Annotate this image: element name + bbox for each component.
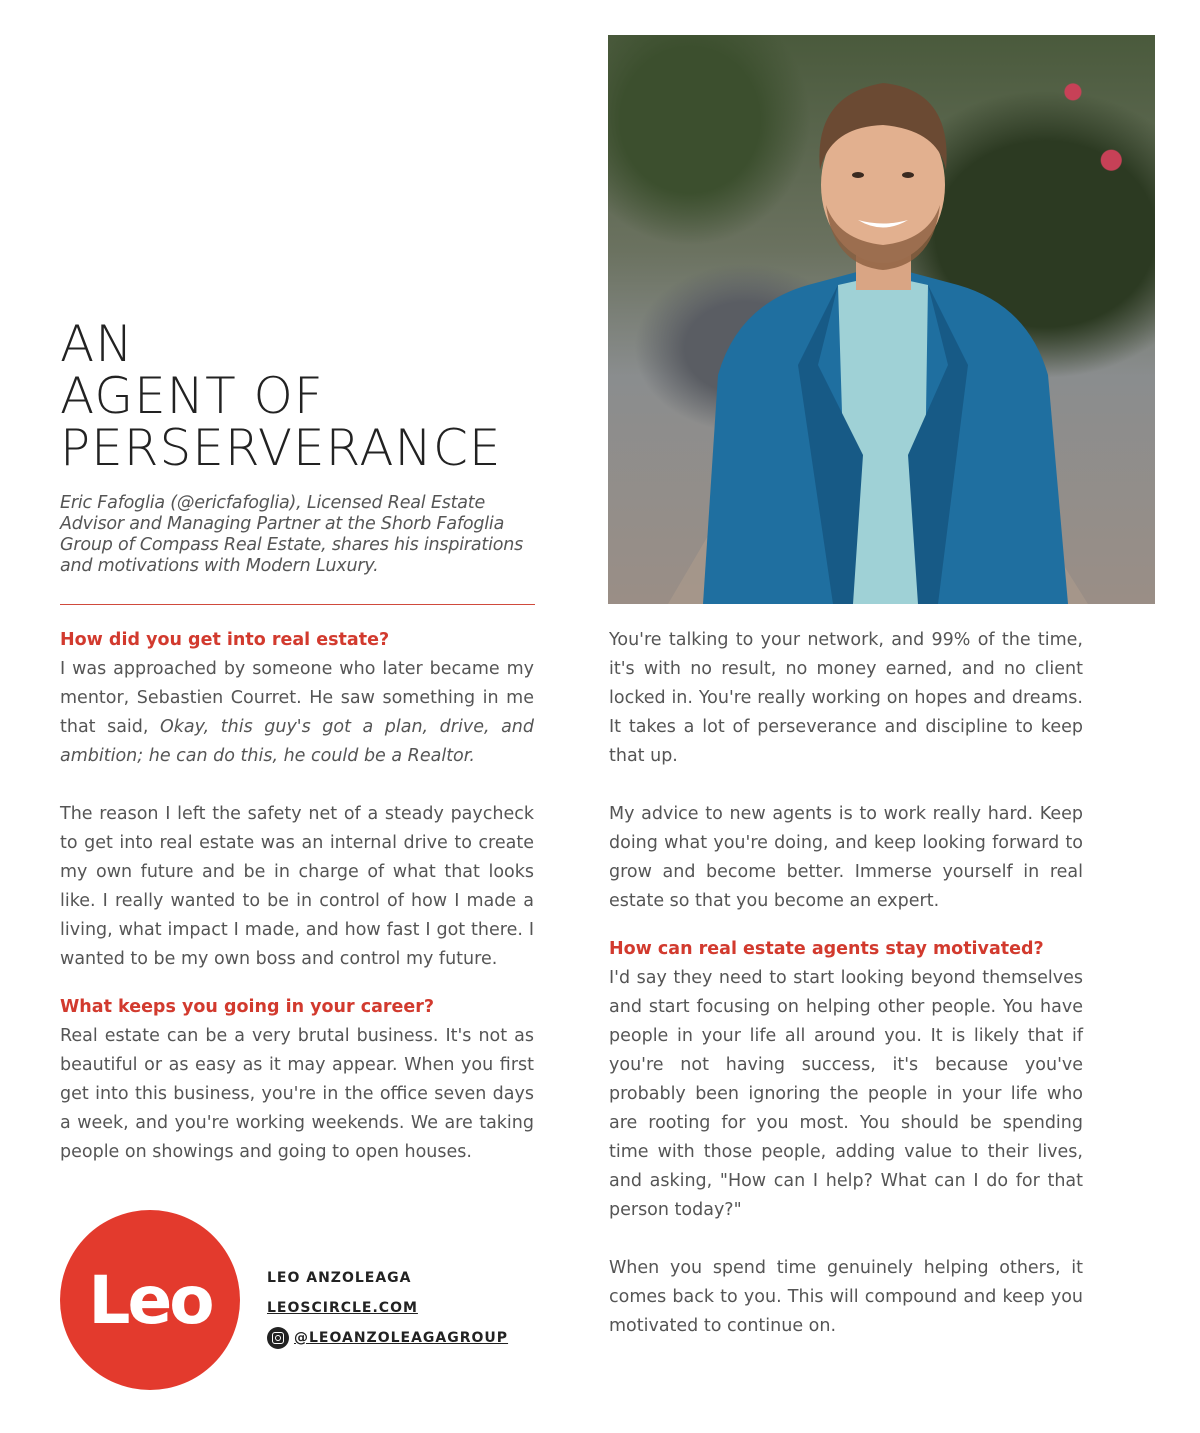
logo-text: Leo	[88, 1261, 212, 1339]
portrait-photo	[608, 35, 1155, 604]
leo-logo	[60, 1210, 240, 1390]
title-line-1: AN	[60, 315, 134, 373]
instagram-icon	[267, 1327, 289, 1349]
contact-name: LEO ANZOLEAGA	[267, 1270, 412, 1286]
answer-text: I was approached by someone who later became my mentor, Sebastien Courret. He saw something in me that said,	[60, 659, 534, 737]
article-title	[60, 315, 580, 477]
portrait-illustration	[608, 35, 1155, 604]
right-column	[609, 626, 1083, 1341]
instagram-link[interactable]: @LEOANZOLEAGAGROUP	[294, 1330, 509, 1346]
answer-paragraph	[60, 655, 534, 771]
question-heading: What keeps you going in your career?	[60, 997, 435, 1017]
answer-paragraph: I'd say they need to start looking beyond themselves and start focusing on helping other people. You have people in your life all around you. It is likely that if you're not having success, it's because you've probably been ignoring the people in your life who are rooting for you most. You should be spending time with those people, adding value to their lives, and asking, "How can I help? What can I do for that person today?"	[609, 968, 1083, 1220]
answer-paragraph: Real estate can be a very brutal business. It's not as beautiful or as easy as it may appear. When you first get into this business, you're in the office seven days a week, and you're working weekends. We are taking people on showings and going to open houses.	[60, 1026, 534, 1162]
answer-paragraph: When you spend time genuinely helping others, it comes back to you. This will compound and keep you motivated to continue on.	[609, 1258, 1083, 1336]
answer-paragraph: You're talking to your network, and 99% of the time, it's with no result, no money earned, and no client locked in. You're really working on hopes and dreams. It takes a lot of perseverance and discipline to keep that up.	[609, 630, 1083, 766]
question-heading: How did you get into real estate?	[60, 630, 390, 650]
divider-rule	[60, 604, 535, 605]
question-heading: How can real estate agents stay motivated?	[609, 939, 1044, 959]
contact-block	[267, 1263, 508, 1353]
answer-paragraph: The reason I left the safety net of a steady paycheck to get into real estate was an internal drive to create my own future and be in charge of what that looks like. I really wanted to be in control of how I made a living, what impact I made, and how fast I got there. I wanted to be my own boss and control my future.	[60, 804, 534, 969]
answer-quote: Okay, this guy's got a plan, drive, and ambition; he can do this, he could be a Realtor.	[60, 717, 534, 766]
answer-paragraph: My advice to new agents is to work really hard. Keep doing what you're doing, and keep looking forward to grow and become better. Immerse yourself in real estate so that you become an expert.	[609, 804, 1083, 911]
instagram-row[interactable]	[267, 1323, 508, 1353]
title-line-3: PERSERVERANCE	[60, 419, 502, 477]
title-line-2: AGENT OF	[60, 367, 324, 425]
website-link[interactable]: LEOSCIRCLE.COM	[267, 1300, 418, 1316]
left-column	[60, 626, 534, 1167]
article-subtitle: Eric Fafoglia (@ericfafoglia), Licensed Real Estate Advisor and Managing Partner at the Shorb Fafoglia Group of Compass Real Estate, shares his inspirations and motivations with Modern Luxury.	[60, 493, 524, 576]
